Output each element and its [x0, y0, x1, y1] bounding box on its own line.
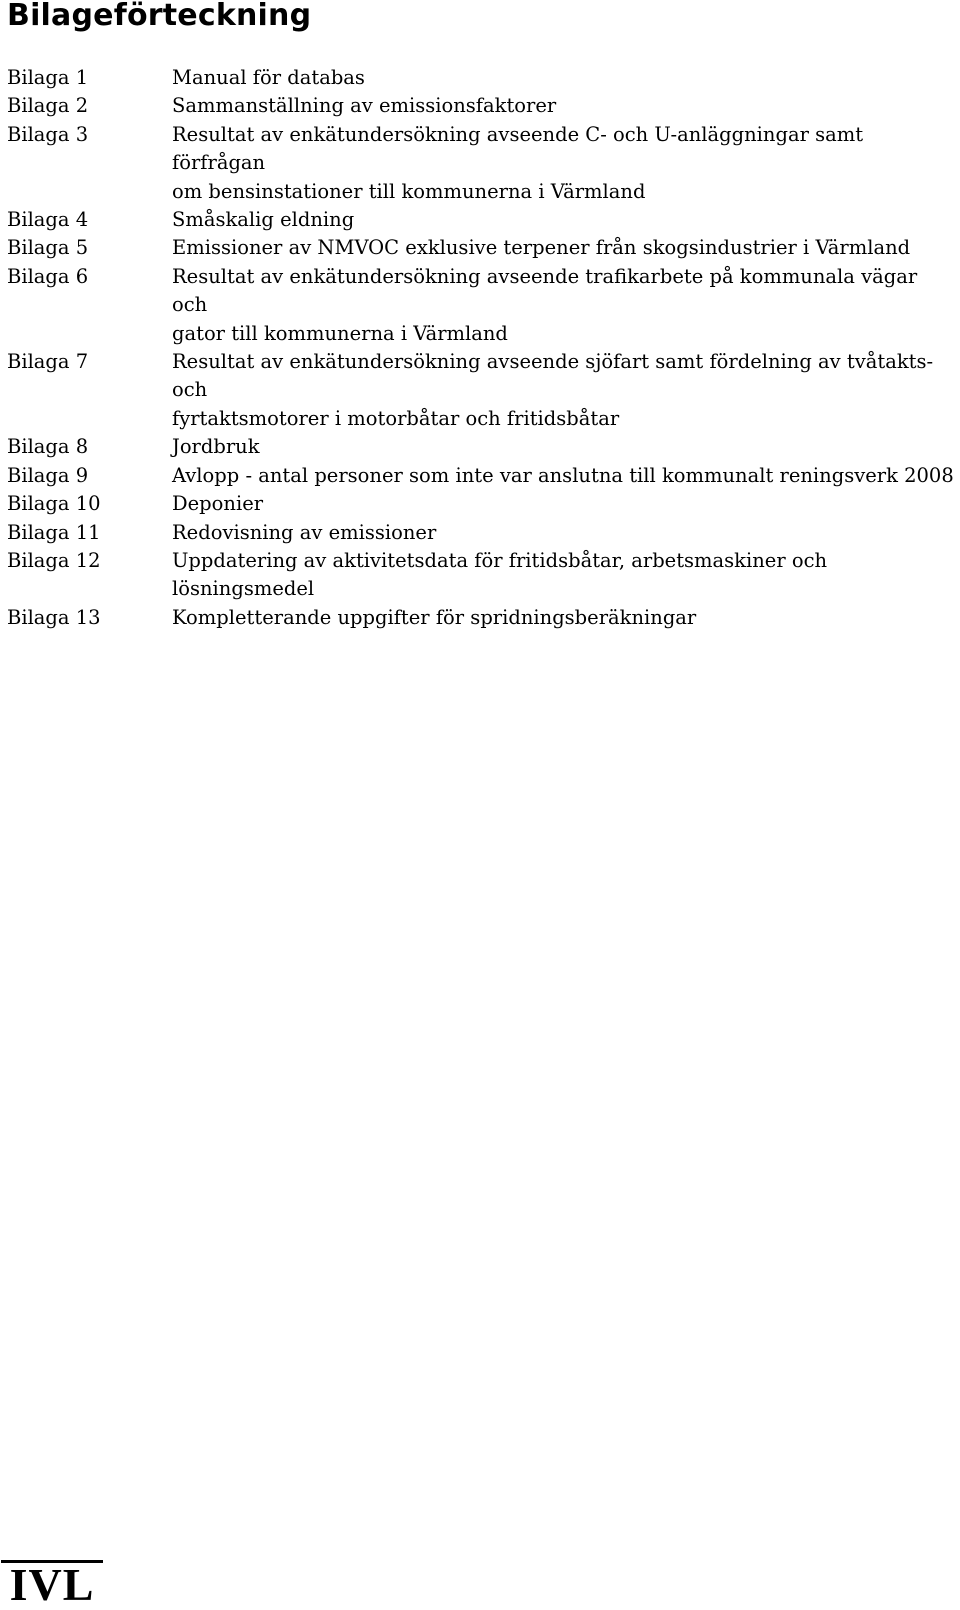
bilaga-description: Kompletterande uppgifter för spridningsberäkningar	[172, 605, 697, 629]
bilaga-row	[7, 92, 957, 120]
bilaga-row	[7, 547, 957, 604]
bilaga-row	[7, 604, 957, 632]
bilaga-list	[7, 64, 957, 632]
bilaga-number: Bilaga 10	[7, 492, 101, 516]
bilaga-description: Redovisning av emissioner	[172, 520, 437, 544]
bilaga-description: Uppdatering av aktivitetsdata för fritidsbåtar, arbetsmaskiner och lösningsmedel	[172, 548, 828, 601]
bilaga-description: Emissioner av NMVOC exklusive terpener från skogsindustrier i Värmland	[172, 236, 911, 260]
bilaga-number: Bilaga 11	[7, 520, 101, 544]
bilaga-row	[7, 263, 957, 348]
bilaga-description: Jordbruk	[172, 435, 260, 459]
bilaga-number: Bilaga 4	[7, 208, 89, 232]
bilaga-description: Deponier	[172, 492, 264, 516]
bilaga-row	[7, 348, 957, 433]
bilaga-description: Resultat av enkätundersökning avseende sjöfart samt fördelning av tvåtakts- och fyrtaktsmotorer i motorbåtar och fritidsbåtar	[172, 350, 934, 430]
bilaga-number: Bilaga 9	[7, 463, 89, 487]
bilaga-description: Resultat av enkätundersökning avseende C- och U-anläggningar samt förfrågan om bensinstationer till kommunerna i Värmland	[172, 122, 864, 203]
bilaga-number: Bilaga 7	[7, 350, 89, 374]
ivl-logo	[1, 1560, 103, 1608]
bilaga-description: Sammanställning av emissionsfaktorer	[172, 94, 557, 118]
bilaga-row	[7, 121, 957, 206]
bilaga-row	[7, 234, 957, 262]
bilaga-number: Bilaga 2	[7, 94, 89, 118]
bilaga-number: Bilaga 3	[7, 122, 89, 146]
bilaga-description: Resultat av enkätundersökning avseende trafikarbete på kommunala vägar och gator till kommunerna i Värmland	[172, 264, 918, 345]
bilaga-number: Bilaga 6	[7, 264, 89, 288]
bilaga-row	[7, 462, 957, 490]
bilaga-number: Bilaga 12	[7, 548, 101, 572]
bilaga-description: Manual för databas	[172, 66, 365, 89]
page-title: Bilageförteckning	[7, 0, 312, 33]
bilaga-row	[7, 490, 957, 518]
bilaga-number: Bilaga 5	[7, 236, 89, 260]
bilaga-row	[7, 64, 957, 92]
logo-text: IVL	[9, 1559, 95, 1610]
bilaga-row	[7, 206, 957, 234]
bilaga-number: Bilaga 13	[7, 605, 101, 629]
bilaga-row	[7, 433, 957, 461]
bilaga-row	[7, 519, 957, 547]
bilaga-description: Avlopp - antal personer som inte var anslutna till kommunalt reningsverk 2008	[172, 463, 954, 487]
bilaga-number: Bilaga 1	[7, 66, 89, 89]
bilaga-description: Småskalig eldning	[172, 208, 355, 232]
bilaga-number: Bilaga 8	[7, 435, 89, 459]
